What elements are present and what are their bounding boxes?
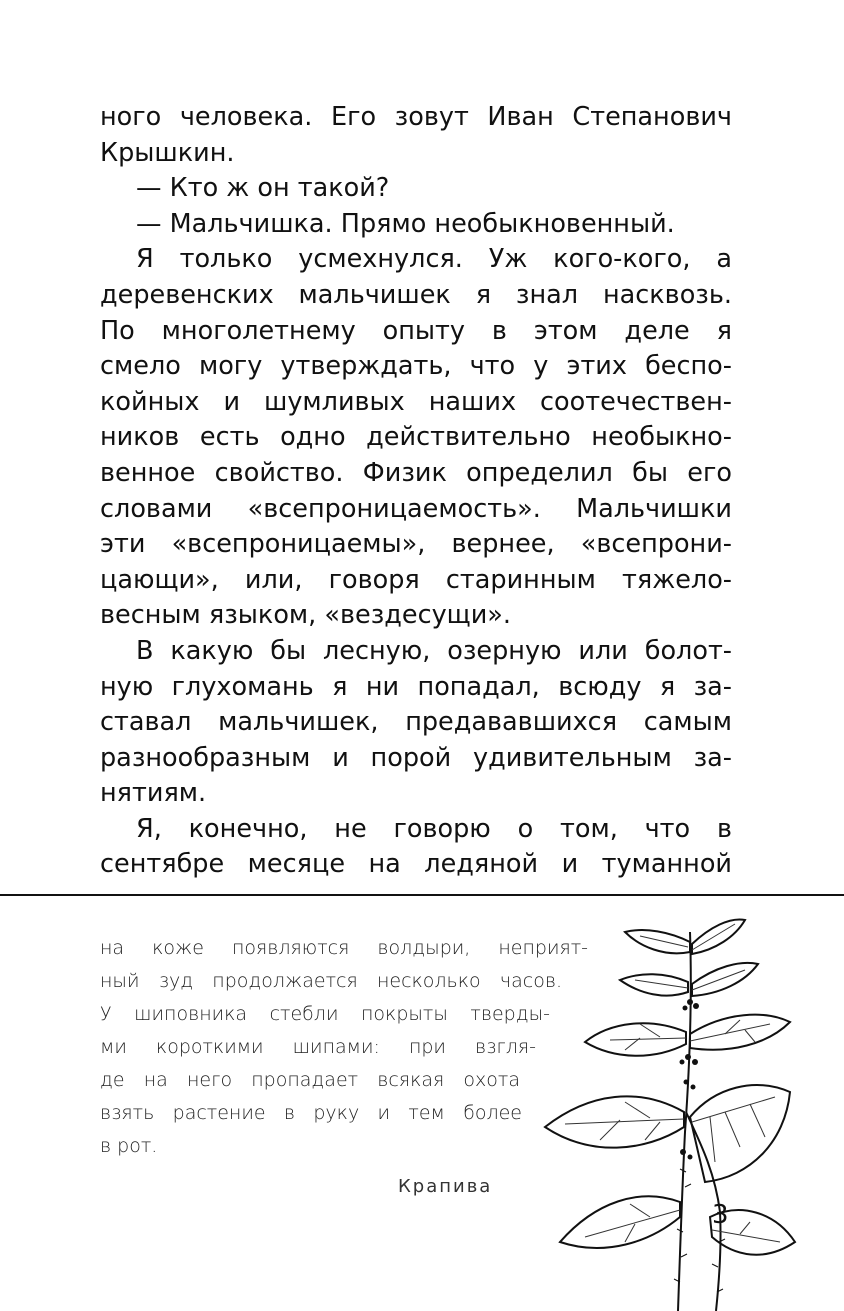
- section-divider: [0, 894, 844, 896]
- sidebar-line: де на него пропадает всякая охота: [100, 1069, 520, 1091]
- main-line: По многолетнему опыту в этом деле я: [100, 315, 732, 346]
- main-line: деревенских мальчишек я знал насквозь.: [100, 279, 732, 310]
- main-line: Крышкин.: [100, 137, 235, 168]
- main-line: сентябре месяце на ледяной и туманной: [100, 849, 732, 880]
- main-line: ставал мальчишек, предававшихся самым: [100, 707, 732, 738]
- main-line: венное свойство. Физик определил бы его: [100, 457, 732, 488]
- main-line: ников есть одно действительно необыкно-: [100, 422, 732, 453]
- main-line: ного человека. Его зовут Иван Степанович: [100, 102, 732, 132]
- main-line: эти «всепроницаемы», вернее, «всепрони-: [100, 529, 732, 560]
- main-line: разнообразным и порой удивительным за-: [100, 742, 732, 773]
- main-line: Я, конечно, не говорю о том, что в: [136, 813, 732, 844]
- main-line: весным языком, «вездесущи».: [100, 600, 511, 631]
- sidebar-line: ный зуд продолжается несколько часов.: [100, 970, 562, 992]
- sidebar-text-block: [100, 932, 588, 1163]
- main-line: В какую бы лесную, озерную или болот-: [136, 635, 732, 666]
- sidebar-line: на коже появляются волдыри, неприят-: [100, 937, 588, 959]
- illustration-caption: Крапива: [398, 1176, 493, 1197]
- main-line: — Кто ж он такой?: [136, 173, 390, 204]
- nettle-plant-illustration-icon: [540, 912, 800, 1311]
- main-line: ную глухомань я ни попадал, всюду я за-: [100, 671, 732, 702]
- main-line: Я только усмехнулся. Уж кого-кого, а: [136, 244, 732, 275]
- main-line: нятиям.: [100, 778, 207, 809]
- main-line: койных и шумливых наших соотечествен-: [100, 386, 732, 417]
- main-line: словами «всепроницаемость». Мальчишки: [100, 493, 732, 524]
- sidebar-line: ми короткими шипами: при взгля-: [100, 1036, 536, 1058]
- sidebar-line: У шиповника стебли покрыты тверды-: [100, 1003, 550, 1025]
- sidebar-line: взять растение в руку и тем более: [100, 1102, 522, 1124]
- main-text-block: [100, 100, 732, 883]
- sidebar-line: в рот.: [100, 1135, 158, 1157]
- main-line: смело могу утверждать, что у этих беспо-: [100, 351, 732, 382]
- page-number: 3: [712, 1200, 729, 1230]
- main-line: цающи», или, говоря старинным тяжело-: [100, 564, 732, 595]
- main-line: — Мальчишка. Прямо необыкновенный.: [136, 208, 675, 239]
